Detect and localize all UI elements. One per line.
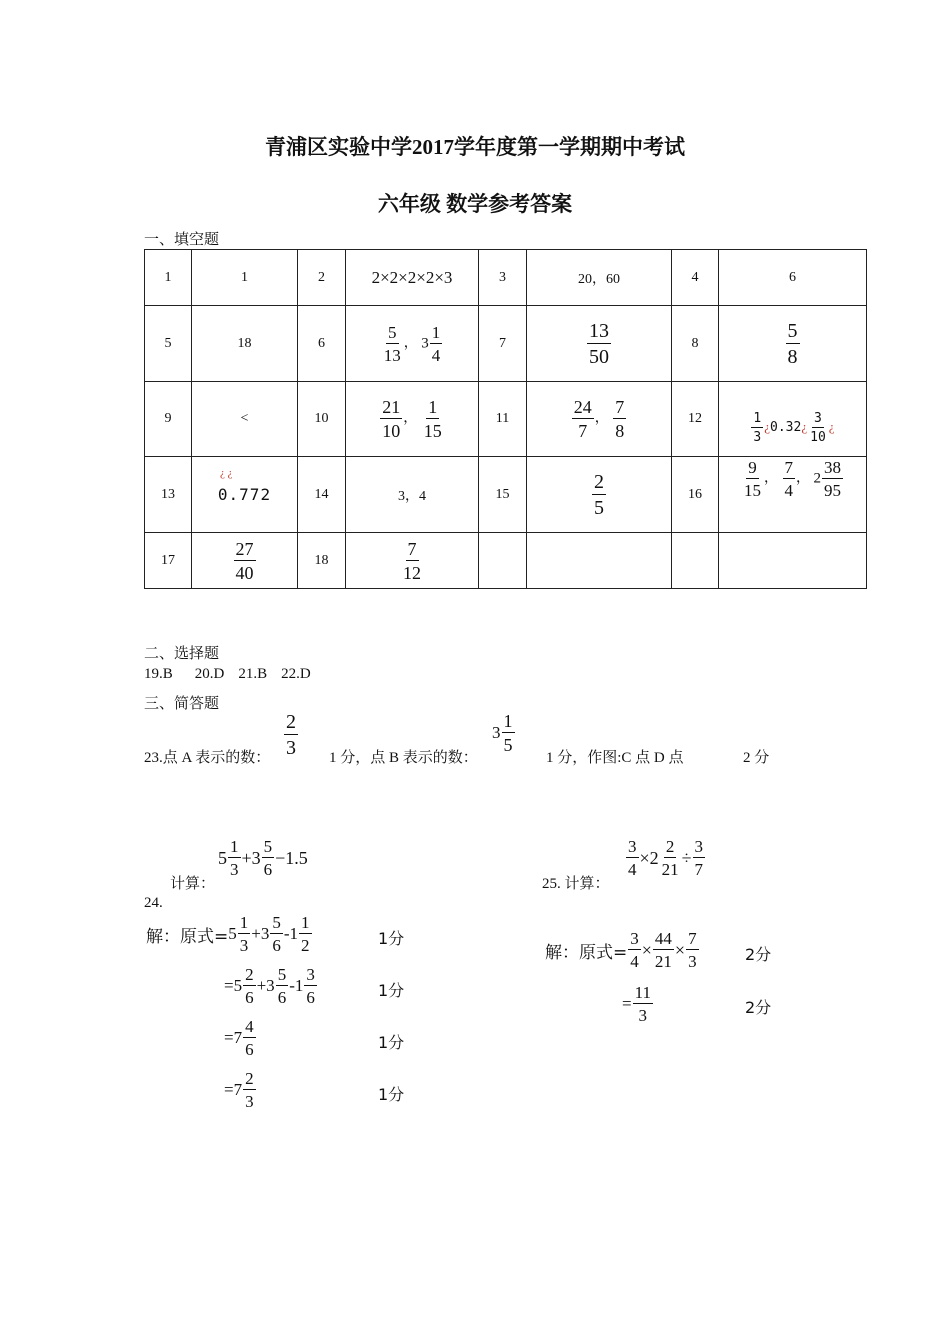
q-number: 6 xyxy=(298,306,346,382)
q-number: 14 xyxy=(298,457,346,533)
fraction xyxy=(786,321,800,367)
q25-mark-1: 2分 xyxy=(745,945,772,964)
fraction xyxy=(686,930,699,970)
choice-answers xyxy=(144,666,311,683)
q23-value-b xyxy=(492,712,516,754)
fraction xyxy=(822,459,843,499)
q24-mark-4: 1分 xyxy=(378,1085,405,1104)
fraction xyxy=(234,540,256,582)
denominator: 15 xyxy=(744,481,761,500)
whole-part: 3 xyxy=(492,723,501,742)
fraction xyxy=(628,930,641,970)
fraction xyxy=(783,459,796,499)
denominator: 21 xyxy=(654,952,672,971)
denominator: 10 xyxy=(382,421,401,441)
answer-cell xyxy=(527,306,672,382)
q-number: 9 xyxy=(145,382,192,457)
equals: =5 xyxy=(224,976,243,995)
denominator: 6 xyxy=(277,988,287,1007)
fraction xyxy=(626,838,639,878)
solution-label: 解：原式= xyxy=(146,926,229,947)
repeating-dot-marks: ¿ ¿ xyxy=(220,467,233,479)
symbol-placeholder: ¿ xyxy=(828,419,835,435)
equals: = xyxy=(622,994,632,1013)
fraction xyxy=(304,966,317,1006)
numerator: 1 xyxy=(431,322,441,342)
denominator: 4 xyxy=(431,345,441,365)
fraction xyxy=(299,914,312,954)
denominator: 10 xyxy=(810,430,826,445)
q-number: 16 xyxy=(672,457,719,533)
q-number: 17 xyxy=(145,533,192,589)
operator: -1 xyxy=(289,976,304,995)
denominator: 4 xyxy=(628,860,637,879)
denominator: 13 xyxy=(383,345,401,365)
fraction xyxy=(592,472,606,518)
empty-cell xyxy=(719,533,867,589)
fraction xyxy=(653,930,674,970)
separator: ， xyxy=(764,471,778,487)
answer-cell xyxy=(346,306,479,382)
empty-cell xyxy=(527,533,672,589)
q25-label: 25. 计算： xyxy=(542,876,610,892)
fraction xyxy=(380,398,402,440)
exam-subtitle: 六年级 数学参考答案 xyxy=(377,192,573,216)
table-row xyxy=(145,306,867,382)
denominator: 8 xyxy=(787,345,798,368)
answer-cell xyxy=(527,457,672,533)
denominator: 40 xyxy=(235,562,254,583)
denominator: 21 xyxy=(661,860,679,879)
q24-mark-2: 1分 xyxy=(378,981,405,1000)
fraction xyxy=(243,1018,256,1058)
fraction xyxy=(613,398,626,440)
section-fill-blank: 一、填空题 xyxy=(144,232,220,248)
fraction xyxy=(243,966,256,1006)
q24-expression xyxy=(218,838,308,878)
q23-label-b: 1 分，点 B 表示的数： xyxy=(329,750,478,766)
numerator: 3 xyxy=(694,837,704,856)
section-choice: 二、选择题 xyxy=(144,646,220,662)
answer-cell xyxy=(719,457,867,533)
q-number: 7 xyxy=(479,306,527,382)
q24-mark-3: 1分 xyxy=(378,1033,405,1052)
answer-cell xyxy=(719,306,867,382)
q-number: 3 xyxy=(479,250,527,306)
numerator: 3 xyxy=(628,837,637,856)
fraction xyxy=(262,838,275,878)
numerator: 7 xyxy=(784,458,793,477)
solution-label: 解：原式= xyxy=(545,942,628,963)
answer-cell: 2×2×2×2×3 xyxy=(346,250,479,306)
whole-part: 3 xyxy=(421,335,429,351)
q-number: 5 xyxy=(145,306,192,382)
denominator: 4 xyxy=(630,952,639,971)
fraction xyxy=(587,321,611,367)
fraction xyxy=(633,984,653,1024)
denominator: 6 xyxy=(245,988,254,1007)
answer-cell: 3，4 xyxy=(346,457,479,533)
denominator: 2 xyxy=(301,936,310,955)
numerator: 5 xyxy=(263,837,273,856)
operator: × xyxy=(641,939,652,960)
denominator: 3 xyxy=(230,860,239,879)
operator: ×2 xyxy=(639,847,659,868)
fraction xyxy=(572,398,594,440)
fraction xyxy=(742,459,763,499)
repeating-decimal: 0.772 xyxy=(217,484,272,504)
denominator: 7 xyxy=(578,421,588,441)
numerator: 44 xyxy=(654,929,672,948)
choice-answer: 22.D xyxy=(281,666,311,682)
separator: ， xyxy=(796,471,810,487)
q-number: 11 xyxy=(479,382,527,457)
q-number: 10 xyxy=(298,382,346,457)
operator: × xyxy=(674,939,686,960)
symbol-placeholder: ¿ xyxy=(801,419,808,435)
answer-cell xyxy=(346,382,479,457)
q25-expression xyxy=(625,838,706,878)
numerator: 3 xyxy=(306,965,315,984)
separator: ， xyxy=(403,335,418,351)
q25-step-2 xyxy=(622,984,654,1024)
denominator: 4 xyxy=(784,481,793,500)
q23-rest: 1 分，作图:C 点 D 点 xyxy=(546,750,684,766)
q-number: 15 xyxy=(479,457,527,533)
q25-step-1 xyxy=(545,930,700,970)
numerator: 5 xyxy=(787,319,798,342)
numerator: 1 xyxy=(230,837,239,856)
decimal-value: 0.32 xyxy=(770,420,802,436)
fraction xyxy=(382,324,403,364)
denominator: 3 xyxy=(638,1006,648,1025)
empty-cell xyxy=(479,533,527,589)
numerator: 1 xyxy=(753,411,762,426)
operator: +3 xyxy=(256,976,275,995)
numerator: 21 xyxy=(382,397,401,417)
numerator: 2 xyxy=(286,711,296,733)
numerator: 38 xyxy=(824,458,841,477)
denominator: 7 xyxy=(694,860,704,879)
denominator: 8 xyxy=(615,421,625,441)
q24-step-1 xyxy=(146,914,313,954)
whole-part: 2 xyxy=(813,470,821,487)
answer-cell: 20，60 xyxy=(527,250,672,306)
q24-mark-1: 1分 xyxy=(378,929,405,948)
numerator: 1 xyxy=(428,397,438,417)
denominator: 3 xyxy=(286,737,296,759)
q-number: 12 xyxy=(672,382,719,457)
numerator: 4 xyxy=(245,1017,254,1036)
numerator: 5 xyxy=(272,913,281,932)
section-short-answer: 三、简答题 xyxy=(144,696,220,712)
answer-cell xyxy=(527,382,672,457)
fraction xyxy=(660,838,681,878)
denominator: 50 xyxy=(589,345,609,368)
numerator: 3 xyxy=(814,411,822,426)
equals: =7 xyxy=(224,1028,243,1047)
fraction xyxy=(693,838,706,878)
fraction xyxy=(276,966,289,1006)
separator: ， xyxy=(403,411,418,427)
q25-mark-2: 2分 xyxy=(745,998,772,1017)
symbol-placeholder: ¿ xyxy=(764,419,771,435)
operator: −1.5 xyxy=(275,847,308,868)
numerator: 2 xyxy=(665,837,675,856)
denominator: 3 xyxy=(245,1092,254,1111)
operator: -1 xyxy=(283,924,299,943)
numerator: 7 xyxy=(407,538,417,559)
denominator: 3 xyxy=(688,952,697,971)
answer-table xyxy=(144,249,867,589)
numerator: 5 xyxy=(277,965,287,984)
answer-cell xyxy=(719,382,867,457)
fraction xyxy=(238,914,251,954)
numerator: 7 xyxy=(688,929,697,948)
choice-answer: 21.B xyxy=(238,666,268,682)
answer-cell xyxy=(192,533,298,589)
q23-value-a xyxy=(283,712,299,758)
fraction xyxy=(243,1070,256,1110)
q-number: 13 xyxy=(145,457,192,533)
q23-points: 2 分 xyxy=(743,750,770,766)
fraction xyxy=(751,412,763,444)
numerator: 13 xyxy=(589,319,609,342)
choice-answer: 20.D xyxy=(194,666,225,682)
fraction xyxy=(228,838,241,878)
table-row xyxy=(145,250,867,306)
numerator: 1 xyxy=(503,711,513,731)
answer-cell: < xyxy=(192,382,298,457)
numerator: 1 xyxy=(239,913,249,932)
q23-label-a: 23.点 A 表示的数： xyxy=(144,750,271,766)
q-number: 1 xyxy=(145,250,192,306)
denominator: 6 xyxy=(263,860,273,879)
answer-cell: 6 xyxy=(719,250,867,306)
whole-part: 5 xyxy=(228,924,237,943)
table-row xyxy=(145,382,867,457)
operator: ÷ xyxy=(681,847,692,868)
fraction xyxy=(502,712,515,754)
equals: =7 xyxy=(224,1080,243,1099)
denominator: 6 xyxy=(272,936,281,955)
numerator: 2 xyxy=(245,965,254,984)
numerator: 2 xyxy=(594,470,604,493)
answer-cell xyxy=(346,533,479,589)
q-number: 18 xyxy=(298,533,346,589)
q24-step-3 xyxy=(224,1018,257,1058)
fraction xyxy=(284,712,298,758)
numerator: 7 xyxy=(615,397,625,417)
numerator: 5 xyxy=(388,322,397,342)
q24-number: 24. xyxy=(144,895,163,911)
whole-part: 5 xyxy=(218,847,227,868)
q-number: 4 xyxy=(672,250,719,306)
fraction xyxy=(808,412,828,444)
numerator: 27 xyxy=(235,538,254,559)
numerator: 2 xyxy=(245,1069,254,1088)
denominator: 5 xyxy=(503,735,513,755)
q-number: 2 xyxy=(298,250,346,306)
answer-cell: 18 xyxy=(192,306,298,382)
denominator: 3 xyxy=(753,430,762,445)
denominator: 5 xyxy=(594,496,604,519)
q-number: 8 xyxy=(672,306,719,382)
exam-title: 青浦区实验中学2017学年度第一学期期中考试 xyxy=(265,135,685,159)
operator: +3 xyxy=(251,924,270,943)
fraction xyxy=(401,540,423,582)
fraction xyxy=(270,914,283,954)
empty-cell xyxy=(672,533,719,589)
numerator: 3 xyxy=(630,929,639,948)
q24-step-4 xyxy=(224,1070,257,1110)
numerator: 24 xyxy=(573,397,592,417)
table-row xyxy=(145,533,867,589)
operator: +3 xyxy=(241,847,261,868)
fraction xyxy=(430,324,443,364)
denominator: 3 xyxy=(239,936,249,955)
denominator: 15 xyxy=(423,421,442,441)
separator: ， xyxy=(594,411,609,427)
table-row xyxy=(145,457,867,533)
numerator: 9 xyxy=(748,458,757,477)
fraction xyxy=(422,398,444,440)
denominator: 6 xyxy=(306,988,315,1007)
answer-cell: 1 xyxy=(192,250,298,306)
q24-label: 计算： xyxy=(170,876,216,892)
denominator: 6 xyxy=(245,1040,254,1059)
denominator: 95 xyxy=(824,481,841,500)
choice-answer: 19.B xyxy=(144,666,173,682)
numerator: 11 xyxy=(634,983,651,1002)
denominator: 12 xyxy=(403,562,421,583)
q24-step-2 xyxy=(224,966,318,1006)
numerator: 1 xyxy=(301,913,310,932)
answer-cell xyxy=(192,457,298,533)
